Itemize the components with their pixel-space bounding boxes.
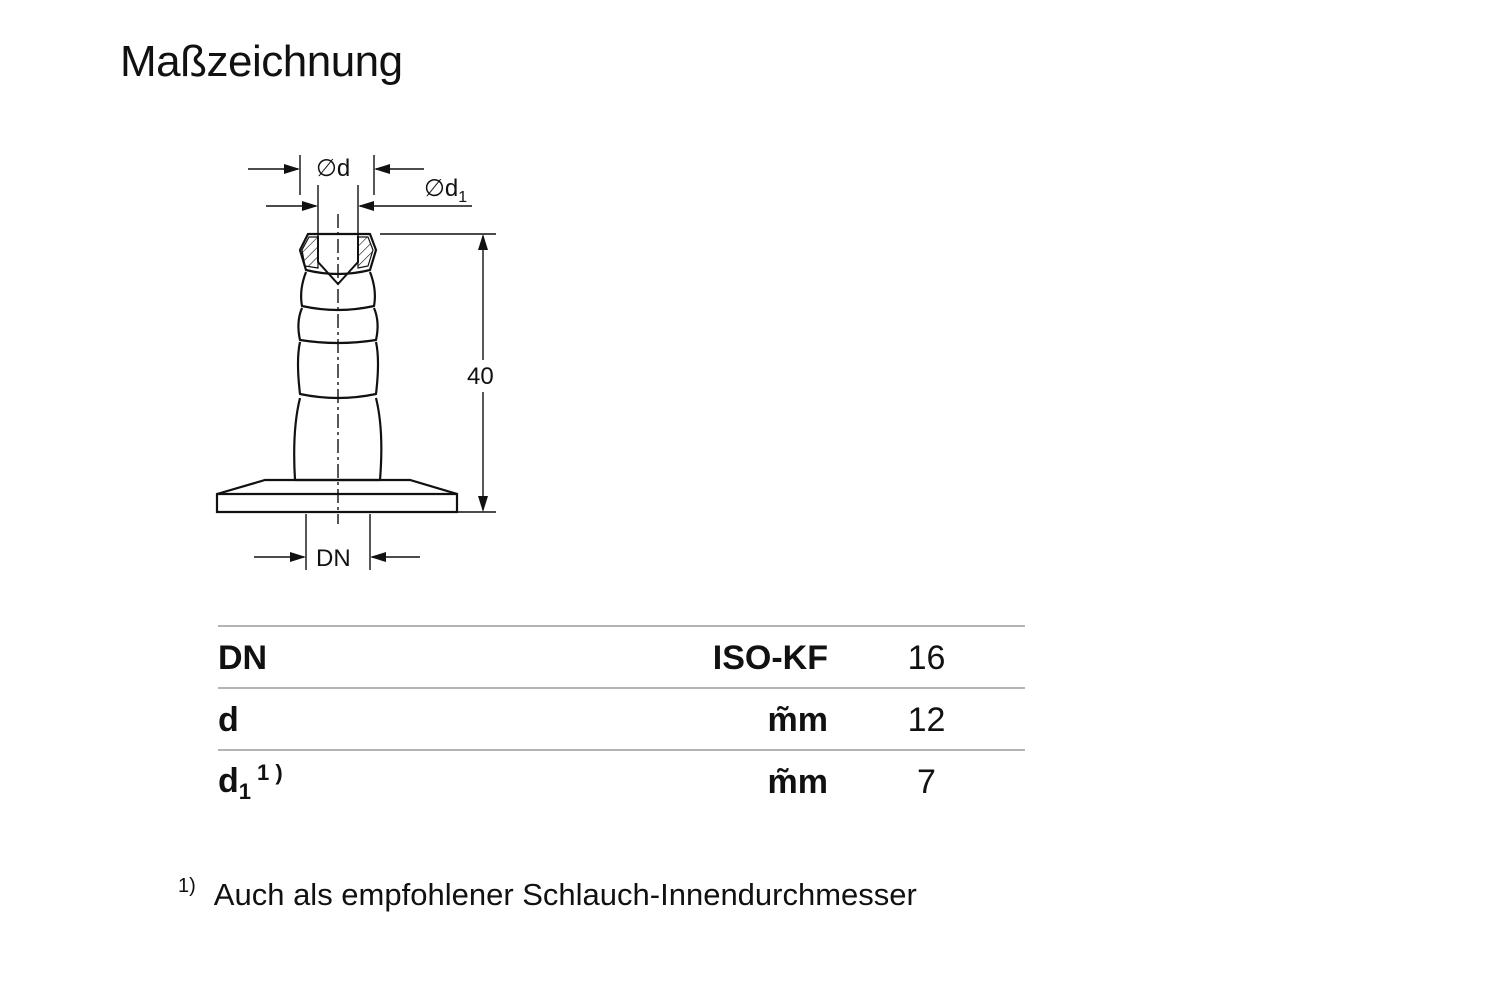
table-row	[218, 688, 1025, 750]
dimension-height-label: 40	[467, 363, 494, 390]
table-row	[218, 626, 1025, 688]
footnote-text: Auch als empfohlener Schlauch-Innendurchmesser	[213, 877, 917, 912]
param-cell: DN	[218, 626, 638, 688]
table-row	[218, 750, 1025, 811]
unit-cell: ISO-KF	[638, 626, 828, 688]
unit-cell: m̃m	[638, 750, 828, 811]
spec-table	[218, 625, 1025, 811]
footnote	[178, 876, 917, 910]
param-cell: $d_1^{1 )}$	[218, 750, 638, 811]
dimension-d-label: ∅d	[316, 155, 351, 182]
value-cell: 7	[828, 750, 1025, 811]
footnote-ref: 1 )	[257, 759, 283, 785]
param-subscript: 1	[238, 778, 252, 804]
value-cell: 12	[828, 688, 1025, 750]
page-title: Maßzeichnung	[120, 37, 403, 86]
flange	[217, 480, 457, 512]
dimension-d1-label: $\emptyset d_1$	[424, 175, 468, 206]
dimension-dn-label: DN	[316, 545, 351, 572]
unit-cell: m̃m	[638, 688, 828, 750]
param-cell: d	[218, 688, 638, 750]
technical-drawing	[200, 140, 520, 580]
footnote-marker: 1)	[178, 875, 196, 897]
value-cell: 16	[828, 626, 1025, 688]
